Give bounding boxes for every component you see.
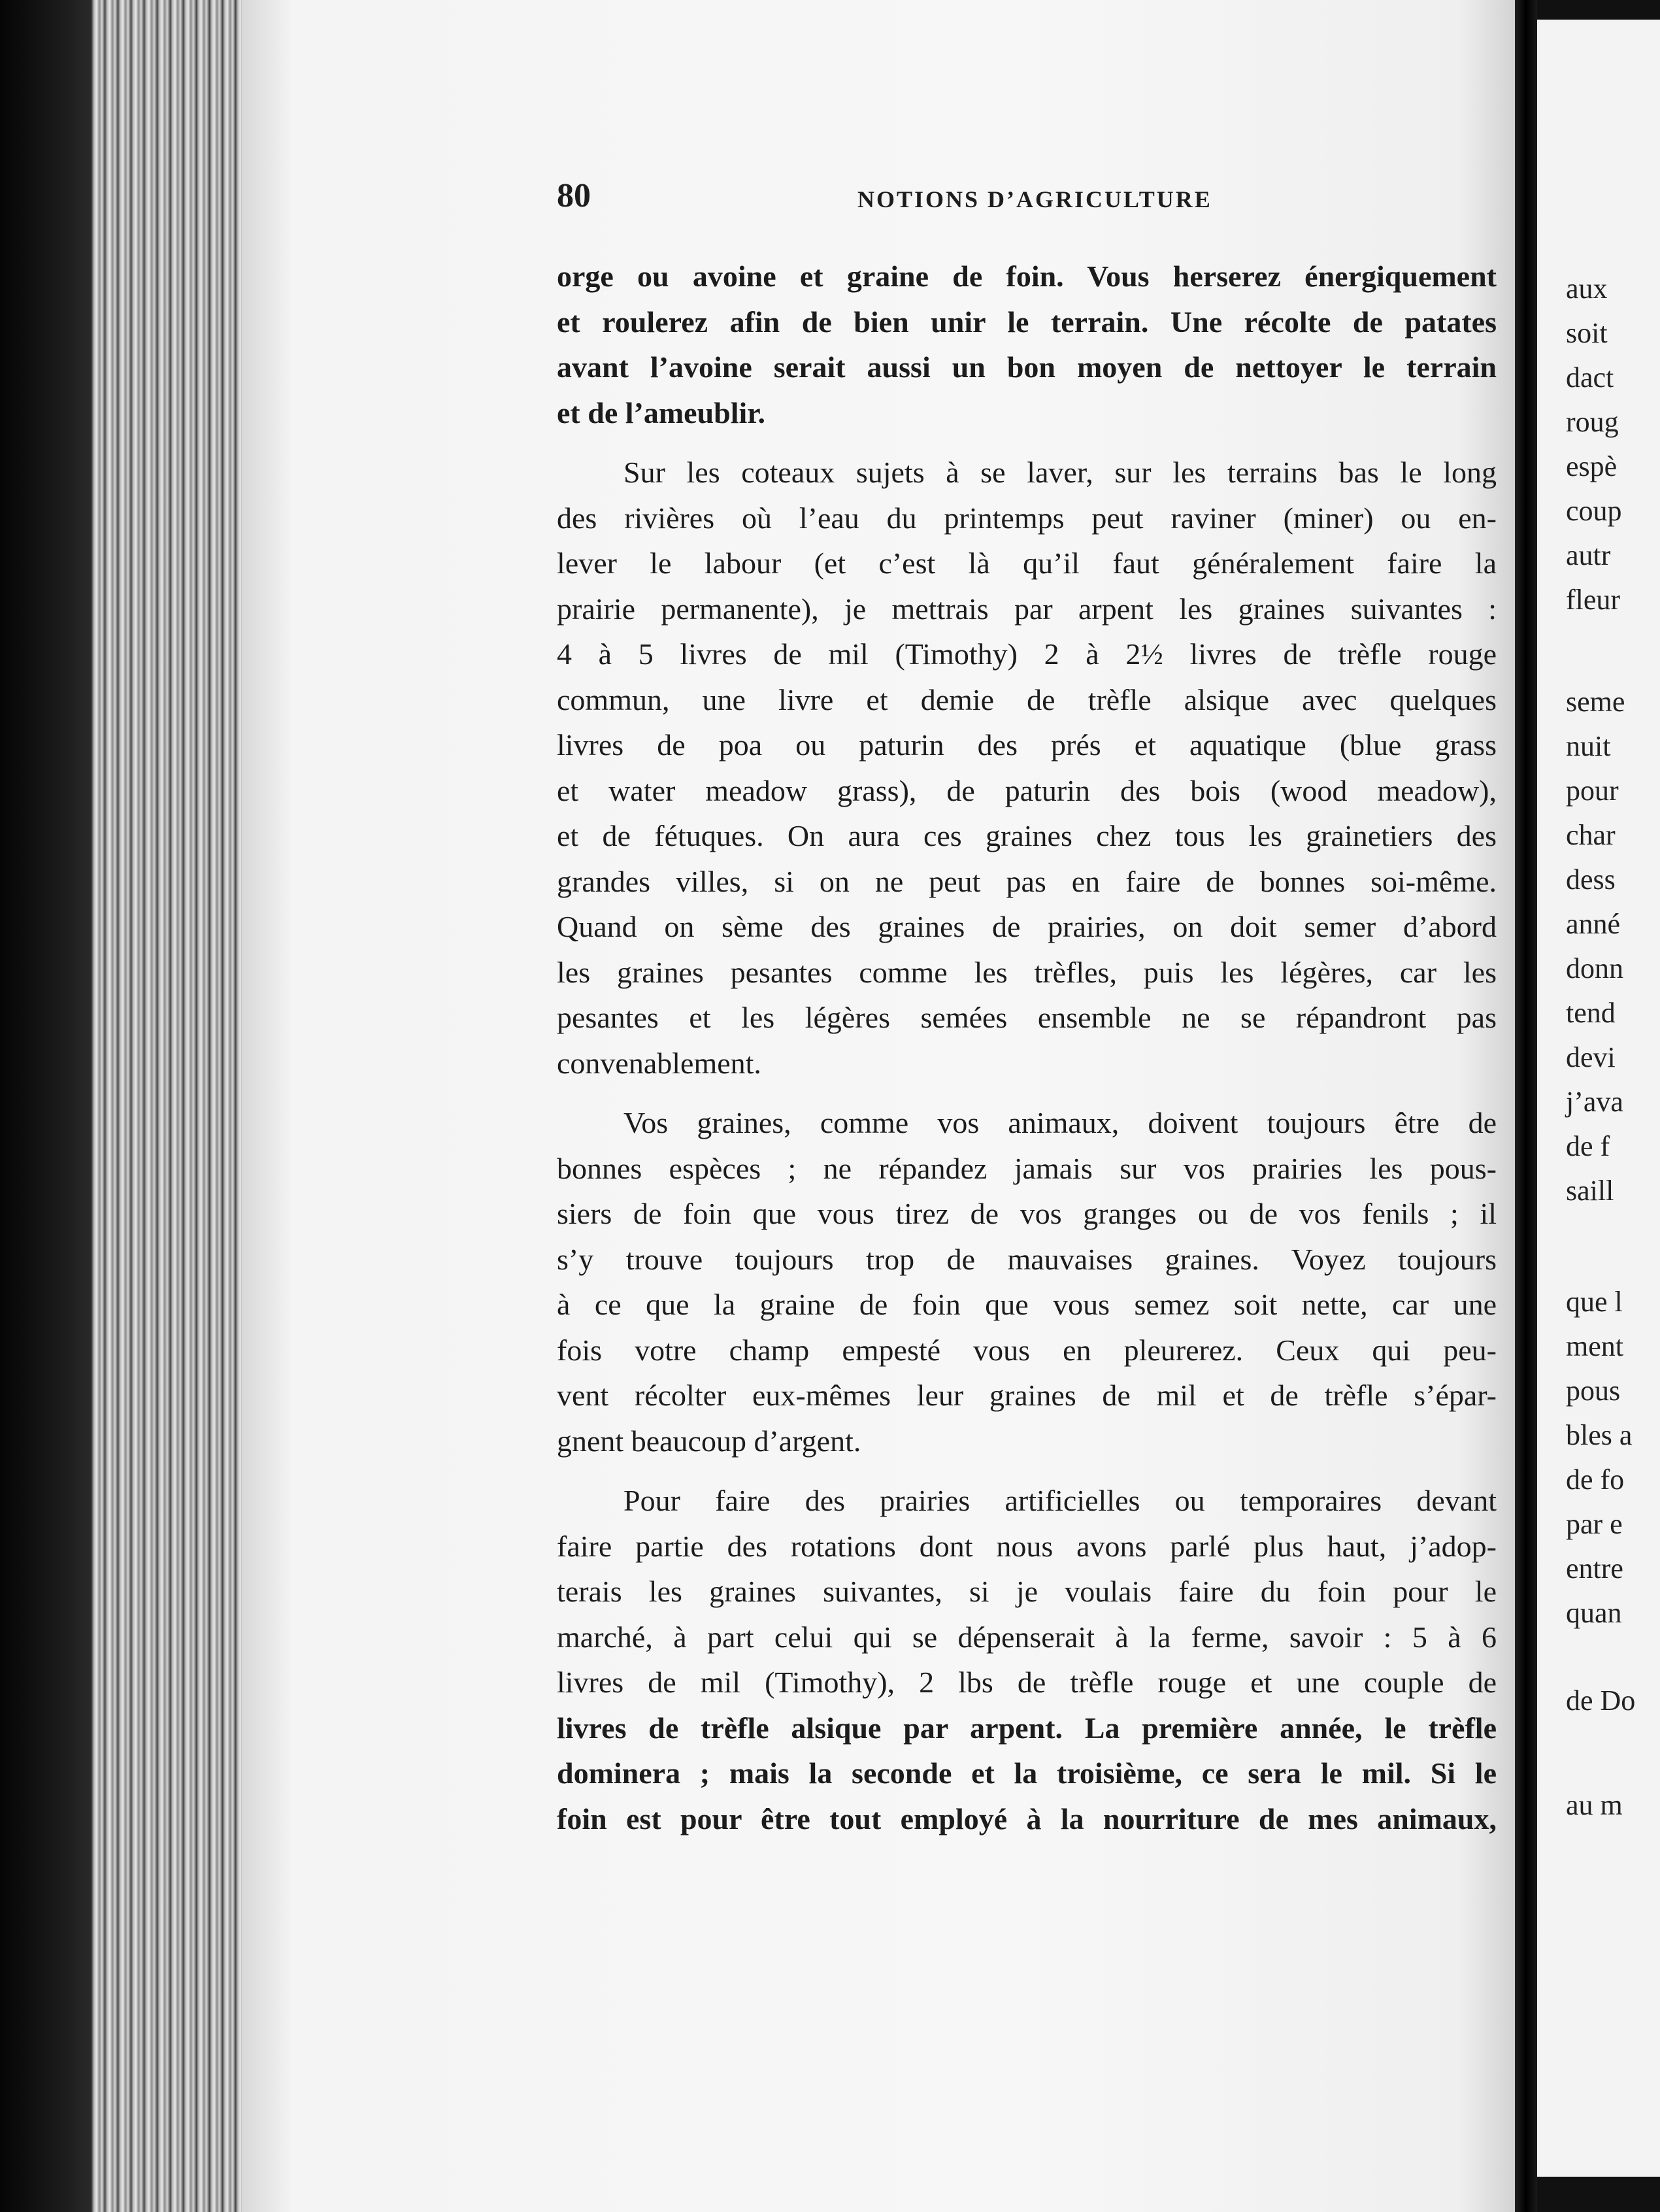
facing-page-word: anné — [1566, 908, 1621, 940]
text-line: gnent beaucoup d’argent. — [557, 1424, 861, 1458]
text-line: et water meadow grass), de paturin des bois (wood meadow), — [557, 773, 1497, 807]
text-line: foin est pour être tout employé à la nourriture de mes animaux, — [557, 1801, 1497, 1835]
text-line: vent récolter eux-mêmes leur graines de mil et de trèfle s’épar- — [557, 1379, 1497, 1412]
facing-page-word: saill — [1566, 1175, 1614, 1207]
text-line: orge ou avoine et graine de foin. Vous herserez énergiquement — [557, 260, 1497, 293]
text-line: et roulerez afin de bien unir le terrain. Une récolte de patates — [557, 305, 1497, 339]
book-gutter-shadow — [1515, 0, 1537, 2212]
text-line: s’y trouve toujours trop de mauvaises graines. Voyez toujours — [557, 1242, 1497, 1276]
paragraph-4 — [557, 1478, 1497, 1841]
facing-page-word: quan — [1566, 1597, 1622, 1629]
body-text — [557, 254, 1497, 1856]
text-line: dominera ; mais la seconde et la troisième, ce sera le mil. Si le — [557, 1756, 1497, 1790]
text-line: avant l’avoine serait aussi un bon moyen de nettoyer le terrain — [557, 350, 1497, 384]
text-line: et de l’ameublir. — [557, 395, 765, 429]
facing-page-word: ment — [1566, 1330, 1623, 1362]
facing-page-word: pous — [1566, 1375, 1621, 1407]
scanner-left-margin — [0, 0, 91, 2212]
text-line: prairie permanente), je mettrais par arpent les graines suivantes : — [557, 592, 1497, 626]
text-line: siers de foin que vous tirez de vos granges ou de vos fenils ; il — [557, 1197, 1497, 1230]
text-line: Vos graines, comme vos animaux, doivent toujours être de — [623, 1106, 1497, 1139]
text-line: livres de poa ou paturin des prés et aquatique (blue grass — [557, 728, 1497, 762]
facing-page-word: de f — [1566, 1130, 1610, 1162]
text-line: à ce que la graine de foin que vous semez soit nette, car une — [557, 1288, 1497, 1321]
facing-page-word: espè — [1566, 450, 1618, 482]
text-line: marché, à part celui qui se dépenserait à la ferme, savoir : 5 à 6 — [557, 1620, 1497, 1654]
text-line: pesantes et les légères semées ensemble ne se répandront pas — [557, 1001, 1497, 1034]
text-line: livres de mil (Timothy), 2 lbs de trèfle rouge et une couple de — [557, 1666, 1497, 1699]
facing-page-word: soit — [1566, 317, 1608, 349]
facing-page-word: roug — [1566, 406, 1619, 438]
facing-page-word: de Do — [1566, 1684, 1636, 1717]
running-head — [557, 176, 1497, 222]
facing-page-word: fleur — [1566, 584, 1621, 616]
text-line: convenablement. — [557, 1046, 761, 1080]
text-line: livres de trèfle alsique par arpent. La première année, le trèfle — [557, 1711, 1497, 1745]
facing-page-word: entre — [1566, 1552, 1623, 1584]
text-line: Pour faire des prairies artificielles ou temporaires devant — [623, 1484, 1497, 1517]
facing-page-word: dess — [1566, 863, 1616, 896]
text-line: terais les graines suivantes, si je voulais faire du foin pour le — [557, 1575, 1497, 1608]
facing-page-word: par e — [1566, 1508, 1623, 1540]
facing-page-word: dact — [1566, 361, 1614, 394]
facing-page-word: donn — [1566, 952, 1623, 984]
facing-page-word: char — [1566, 819, 1616, 851]
facing-page-word: au m — [1566, 1789, 1623, 1821]
facing-page-word: autr — [1566, 539, 1611, 571]
page-number: 80 — [557, 177, 591, 214]
text-line: grandes villes, si on ne peut pas en faire de bonnes soi-même. — [557, 864, 1497, 898]
paragraph-2 — [557, 450, 1497, 1086]
text-line: commun, une livre et demie de trèfle alsique avec quelques — [557, 682, 1497, 716]
facing-page-word: nuit — [1566, 730, 1611, 762]
text-line: fois votre champ empesté vous en pleurerez. Ceux qui peu- — [557, 1333, 1497, 1367]
facing-page-word: coup — [1566, 495, 1622, 527]
text-line: faire partie des rotations dont nous avons parlé plus haut, j’adop- — [557, 1529, 1497, 1563]
book-page-edges — [91, 0, 242, 2212]
text-line: les graines pesantes comme les trèfles, puis les légères, car les — [557, 955, 1497, 989]
text-line: et de fétuques. On aura ces graines chez tous les grainetiers des — [557, 819, 1497, 852]
text-line: des rivières où l’eau du printemps peut raviner (miner) ou en- — [557, 501, 1497, 535]
page-header-title: NOTIONS D’AGRICULTURE — [857, 186, 1212, 212]
facing-page-word: tend — [1566, 997, 1616, 1029]
facing-page-word: aux — [1566, 273, 1608, 305]
text-line: lever le labour (et c’est là qu’il faut généralement faire la — [557, 546, 1497, 580]
facing-page-word: bles a — [1566, 1419, 1633, 1451]
facing-page-word: que l — [1566, 1286, 1623, 1318]
text-line: 4 à 5 livres de mil (Timothy) 2 à 2½ livres de trèfle rouge — [557, 637, 1497, 671]
paragraph-1 — [557, 254, 1497, 435]
facing-page-word: seme — [1566, 686, 1625, 718]
facing-page-word: j’ava — [1566, 1086, 1623, 1118]
text-line: bonnes espèces ; ne répandez jamais sur vos prairies les pous- — [557, 1151, 1497, 1185]
text-line: Sur les coteaux sujets à se laver, sur les terrains bas le long — [623, 456, 1497, 489]
facing-page-word: pour — [1566, 775, 1619, 807]
facing-page-word: devi — [1566, 1041, 1616, 1073]
facing-page-word: de fo — [1566, 1464, 1625, 1496]
text-line: Quand on sème des graines de prairies, on doit semer d’abord — [557, 910, 1497, 943]
paragraph-3 — [557, 1100, 1497, 1464]
